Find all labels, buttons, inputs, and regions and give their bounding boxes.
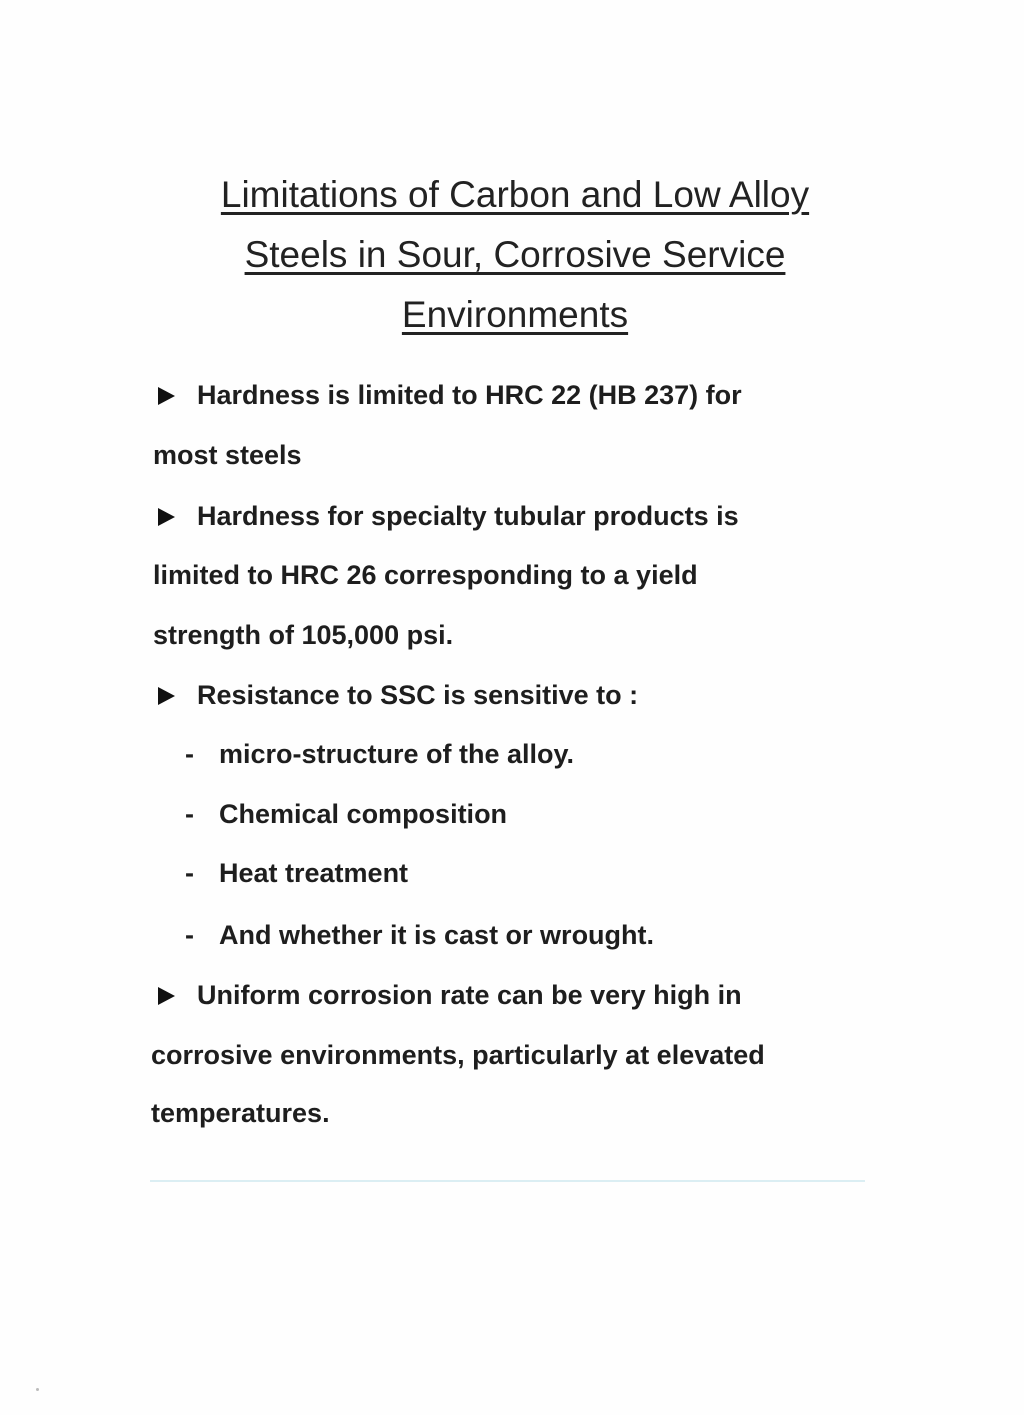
bullet-3-line-1: Resistance to SSC is sensitive to : — [158, 675, 638, 715]
document-title — [150, 165, 880, 345]
bullet-4-line-2: corrosive environments, particularly at elevated — [151, 1040, 765, 1070]
title-line-2: Steels in Sour, Corrosive Service — [244, 234, 786, 275]
faint-divider — [150, 1180, 865, 1182]
arrow-bullet-icon — [158, 987, 175, 1005]
bullet-2-line-3: strength of 105,000 psi. — [153, 620, 454, 650]
bullet-2-line-2: limited to HRC 26 corresponding to a yield — [153, 560, 698, 590]
bullet-2-line-1: Hardness for specialty tubular products is — [158, 496, 739, 536]
title-line-3: Environments — [401, 294, 629, 335]
subitem-2: - Chemical composition — [185, 799, 508, 829]
subitem-4: - And whether it is cast or wrought. — [185, 920, 655, 950]
scan-speck — [36, 1388, 39, 1391]
title-line-1: Limitations of Carbon and Low Alloy — [220, 174, 810, 215]
bullet-1-line-2: most steels — [153, 440, 302, 470]
subitem-3: - Heat treatment — [185, 858, 409, 888]
subitem-1: - micro-structure of the alloy. — [185, 739, 575, 769]
arrow-bullet-icon — [158, 687, 175, 705]
bullet-4-line-3: temperatures. — [151, 1098, 330, 1128]
bullet-4-line-1: Uniform corrosion rate can be very high in — [158, 975, 742, 1015]
arrow-bullet-icon — [158, 508, 175, 526]
arrow-bullet-icon — [158, 387, 175, 405]
bullet-1-line-1: Hardness is limited to HRC 22 (HB 237) for — [158, 375, 742, 415]
